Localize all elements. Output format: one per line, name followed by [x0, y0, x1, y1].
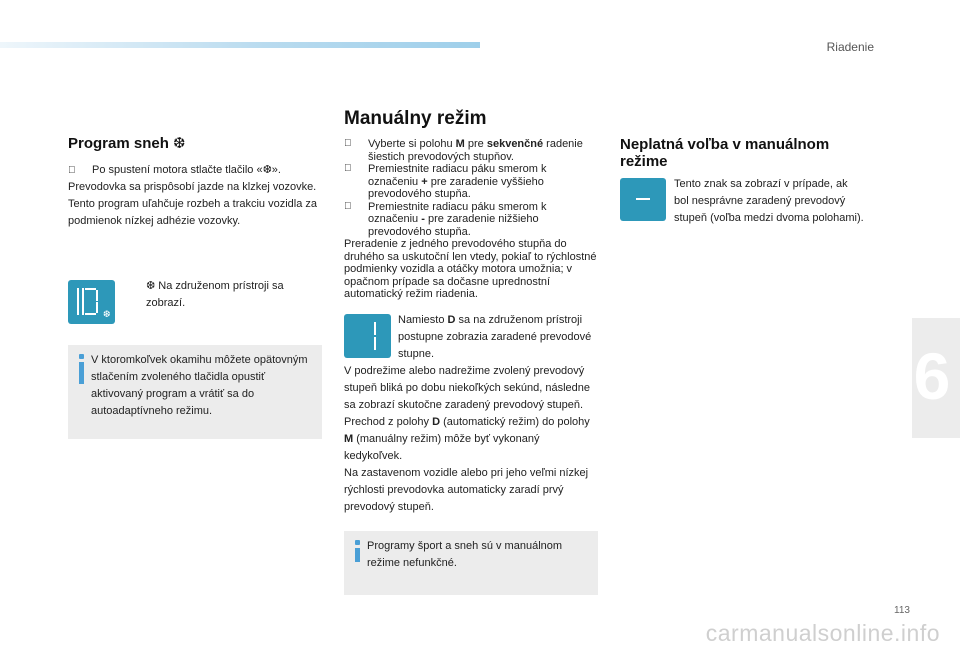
invalid-selection-title: Neplatná voľba v manuálnom režime — [620, 136, 830, 170]
top-accent-bar — [0, 42, 480, 48]
snow-icon-caption: ❆ Na združenom prístroji sa zobrazí. — [146, 280, 284, 309]
gear-icon-caption: Namiesto D sa na združenom prístroji postupne zobrazia zaradené prevodové stupne. — [398, 314, 592, 360]
paragraph: V podrežime alebo nadrežime zvolený prevodový stupeň bliká po dobu niekoľkých sekúnd, následne sa zobrazí skutočne zaradený prevodový stupeň. — [344, 365, 590, 411]
dash-display-icon-graphic — [620, 178, 666, 221]
program-snow-body — [68, 162, 323, 230]
svg-text:❆: ❆ — [103, 310, 111, 320]
paragraph: Na zastavenom vozidle alebo pri jeho veľmi nízkej rýchlosti prevodovka automaticky zaradí prvý prevodový stupeň. — [344, 467, 589, 513]
dash-display-icon — [620, 178, 666, 221]
snow-display-icon — [68, 280, 115, 324]
gear-one-display-icon — [344, 314, 391, 358]
left-column — [68, 134, 323, 230]
manual-mode-title: Manuálny režim — [344, 108, 487, 129]
paragraph: Prechod z polohy D (automatický režim) do polohy M (manuálny režim) môže byť vykonaný kedykoľvek. — [344, 416, 590, 462]
step-item: Premiestnite radiacu páku smerom k označeniu - pre zaradenie nižšieho prevodového stupňa. — [368, 200, 547, 238]
step-item: Premiestnite radiacu páku smerom k označeniu + pre zaradenie vyššieho prevodového stupňa. — [368, 163, 547, 200]
chapter-number: 6 — [913, 339, 951, 413]
note-text: V ktoromkoľvek okamihu môžete opätovným stlačením zvoleného tlačidla opustiť aktivovaný program a vrátiť sa do autoadaptívneho režimu. — [91, 354, 308, 417]
watermark: carmanualsonline.info — [705, 620, 940, 646]
page-number: 113 — [894, 605, 910, 616]
program-snow-title: Program sneh ❆ — [68, 135, 186, 152]
section-label: Riadenie — [826, 40, 874, 54]
gear-one-display-icon-graphic — [344, 314, 391, 358]
manual-mode-details — [344, 363, 599, 516]
paragraph: Tento program uľahčuje rozbeh a trakciu vozidla za podmienok nízkej adhézie vozovky. — [68, 198, 318, 227]
step-item: Vyberte si polohu M pre sekvenčné radenie šiestich prevodových stupňov. — [368, 138, 583, 163]
middle-column — [344, 107, 599, 301]
note-box-left — [68, 345, 322, 439]
paragraph: Preradenie z jedného prevodového stupňa do druhého sa uskutoční len vtedy, pokiaľ to rýchlostné podmienky vozidla a otáčky motora umožnia; v opačnom prípade sa dočasne uprednostní automatický režim riadenia. — [344, 238, 597, 300]
bullet-item — [68, 162, 323, 179]
manual-mode-steps — [344, 138, 599, 301]
dash-icon-caption: Tento znak sa zobrazí v prípade, ak bol nesprávne zaradený prevodový stupeň (voľba medzi dvoma polohami). — [674, 178, 864, 224]
note-box-middle — [344, 531, 598, 595]
snow-display-icon-graphic — [68, 280, 115, 324]
paragraph: Prevodovka sa prispôsobí jazde na klzkej vozovke. — [68, 181, 317, 193]
bullet-text: Po spustení motora stlačte tlačilo «❆». — [92, 164, 281, 176]
note-text: Programy šport a sneh sú v manuálnom režime nefunkčné. — [367, 540, 563, 569]
